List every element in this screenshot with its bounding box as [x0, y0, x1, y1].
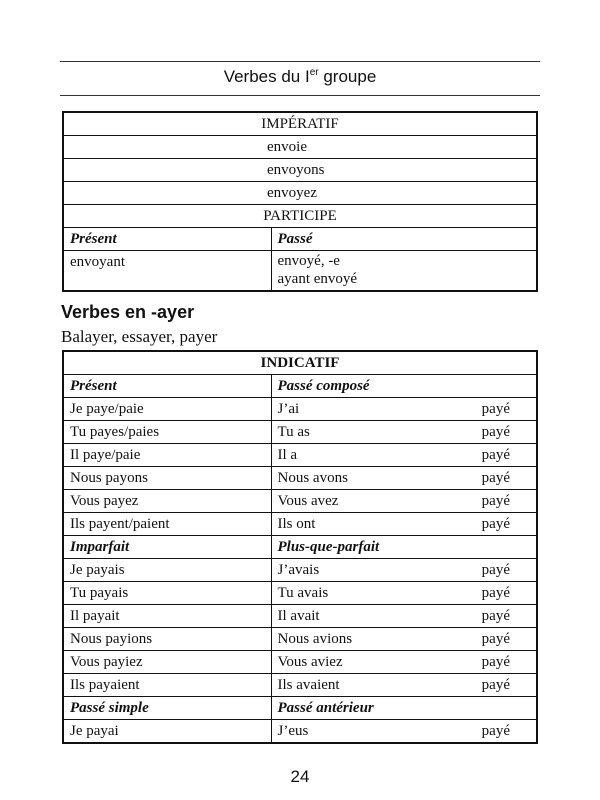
table-row	[63, 136, 537, 159]
compound-tense-cell	[271, 490, 537, 513]
table-row	[63, 205, 537, 228]
simple-tense-form: Je paye/paie	[63, 398, 271, 421]
imperatif-form: envoyons	[63, 159, 537, 182]
past-participle: payé	[481, 608, 510, 624]
past-participle: payé	[481, 562, 510, 578]
header-title-superscript: er	[309, 67, 319, 78]
participe-heading: PARTICIPE	[63, 205, 537, 228]
auxiliary-verb: Vous aviez	[277, 654, 343, 670]
compound-tense-cell	[271, 513, 537, 536]
auxiliary-verb: Nous avons	[277, 470, 348, 486]
compound-tense-form	[278, 560, 531, 580]
table-row	[63, 628, 537, 651]
page-header-title	[60, 65, 540, 89]
tense-heading-row	[63, 375, 537, 398]
compound-tense-form	[278, 652, 531, 672]
simple-tense-form: Ils payent/paient	[63, 513, 271, 536]
compound-tense-form	[278, 399, 531, 419]
auxiliary-verb: Vous avez	[277, 493, 339, 509]
past-participle-cell	[271, 251, 537, 292]
past-participle: payé	[481, 677, 510, 693]
table-row	[63, 421, 537, 444]
compound-tense-form	[278, 445, 531, 465]
compound-tense-form	[278, 514, 531, 534]
table-row	[63, 444, 537, 467]
simple-tense-heading: Imparfait	[63, 536, 271, 559]
table-row	[63, 251, 537, 292]
table-row	[63, 582, 537, 605]
table-row	[63, 720, 537, 744]
table-row	[63, 513, 537, 536]
auxiliary-verb: Ils avaient	[277, 677, 340, 693]
present-participle: envoyant	[63, 251, 271, 292]
compound-tense-cell	[271, 605, 537, 628]
auxiliary-verb: Nous avions	[277, 631, 353, 647]
imperatif-heading: IMPÉRATIF	[63, 112, 537, 136]
compound-tense-cell	[271, 628, 537, 651]
imperatif-form: envoyez	[63, 182, 537, 205]
compound-tense-form	[278, 721, 531, 741]
past-participle: payé	[481, 654, 510, 670]
compound-tense-form	[278, 629, 531, 649]
past-participle: payé	[481, 585, 510, 601]
compound-tense-heading: Plus-que-parfait	[271, 536, 537, 559]
page-number: 24	[290, 767, 310, 786]
compound-tense-cell	[271, 398, 537, 421]
compound-tense-cell	[271, 651, 537, 674]
header-bottom-rule	[60, 95, 540, 96]
compound-tense-cell	[271, 674, 537, 697]
past-participle: envoyé, -e	[277, 253, 340, 269]
simple-tense-form: Vous payez	[63, 490, 271, 513]
simple-tense-heading: Passé simple	[63, 697, 271, 720]
auxiliary-verb: Ils ont	[277, 516, 316, 532]
indicatif-table	[62, 350, 538, 744]
indicatif-heading: INDICATIF	[63, 351, 537, 375]
compound-participle: ayant envoyé	[277, 271, 358, 287]
auxiliary-verb: Il a	[277, 447, 298, 463]
header-top-rule	[60, 61, 540, 62]
table-row	[63, 112, 537, 136]
simple-tense-form: Nous payions	[63, 628, 271, 651]
section-title: Verbes en -ayer	[61, 302, 195, 322]
past-participle: payé	[481, 401, 510, 417]
table-row	[63, 159, 537, 182]
compound-tense-cell	[271, 444, 537, 467]
compound-tense-cell	[271, 421, 537, 444]
header-title-prefix: Verbes du I	[223, 67, 310, 86]
compound-tense-form	[278, 422, 531, 442]
past-participle: payé	[481, 447, 510, 463]
compound-tense-heading: Passé composé	[271, 375, 537, 398]
imperatif-participe-table	[62, 111, 538, 292]
simple-tense-form: Tu payais	[63, 582, 271, 605]
tense-heading-row	[63, 697, 537, 720]
indicatif-table-body	[63, 351, 537, 743]
header-title-suffix: groupe	[318, 67, 377, 86]
compound-tense-cell	[271, 582, 537, 605]
compound-tense-form	[278, 583, 531, 603]
table-row	[63, 182, 537, 205]
tense-heading-row	[63, 536, 537, 559]
table-row	[63, 674, 537, 697]
simple-tense-form: Je payai	[63, 720, 271, 744]
compound-tense-cell	[271, 720, 537, 744]
simple-tense-form: Il paye/paie	[63, 444, 271, 467]
compound-tense-form	[278, 606, 531, 626]
simple-tense-heading: Présent	[63, 375, 271, 398]
compound-tense-form	[278, 468, 531, 488]
compound-tense-form	[278, 675, 531, 695]
simple-tense-form: Je payais	[63, 559, 271, 582]
simple-tense-form: Nous payons	[63, 467, 271, 490]
simple-tense-form: Vous payiez	[63, 651, 271, 674]
auxiliary-verb: J’avais	[277, 562, 320, 578]
table-row	[63, 467, 537, 490]
table-row	[63, 228, 537, 251]
past-participle: payé	[481, 631, 510, 647]
past-participle: payé	[481, 516, 510, 532]
auxiliary-verb: Tu as	[277, 424, 310, 440]
passe-subheading: Passé	[271, 228, 537, 251]
compound-tense-form	[278, 491, 531, 511]
simple-tense-form: Il payait	[63, 605, 271, 628]
past-participle: payé	[481, 493, 510, 509]
imperatif-form: envoie	[63, 136, 537, 159]
simple-tense-form: Ils payaient	[63, 674, 271, 697]
compound-tense-cell	[271, 467, 537, 490]
table-row	[63, 651, 537, 674]
table-row	[63, 398, 537, 421]
past-participle: payé	[481, 470, 510, 486]
table-row	[63, 351, 537, 375]
table-row	[63, 605, 537, 628]
auxiliary-verb: J’eus	[277, 723, 309, 739]
example-verbs: Balayer, essayer, payer	[61, 327, 218, 346]
auxiliary-verb: Il avait	[277, 608, 320, 624]
compound-tense-cell	[271, 559, 537, 582]
simple-tense-form: Tu payes/paies	[63, 421, 271, 444]
table-row	[63, 490, 537, 513]
auxiliary-verb: Tu avais	[277, 585, 329, 601]
past-participle: payé	[481, 424, 510, 440]
table-row	[63, 559, 537, 582]
past-participle: payé	[481, 723, 510, 739]
compound-tense-heading: Passé antérieur	[271, 697, 537, 720]
present-subheading: Présent	[63, 228, 271, 251]
auxiliary-verb: J’ai	[277, 401, 300, 417]
